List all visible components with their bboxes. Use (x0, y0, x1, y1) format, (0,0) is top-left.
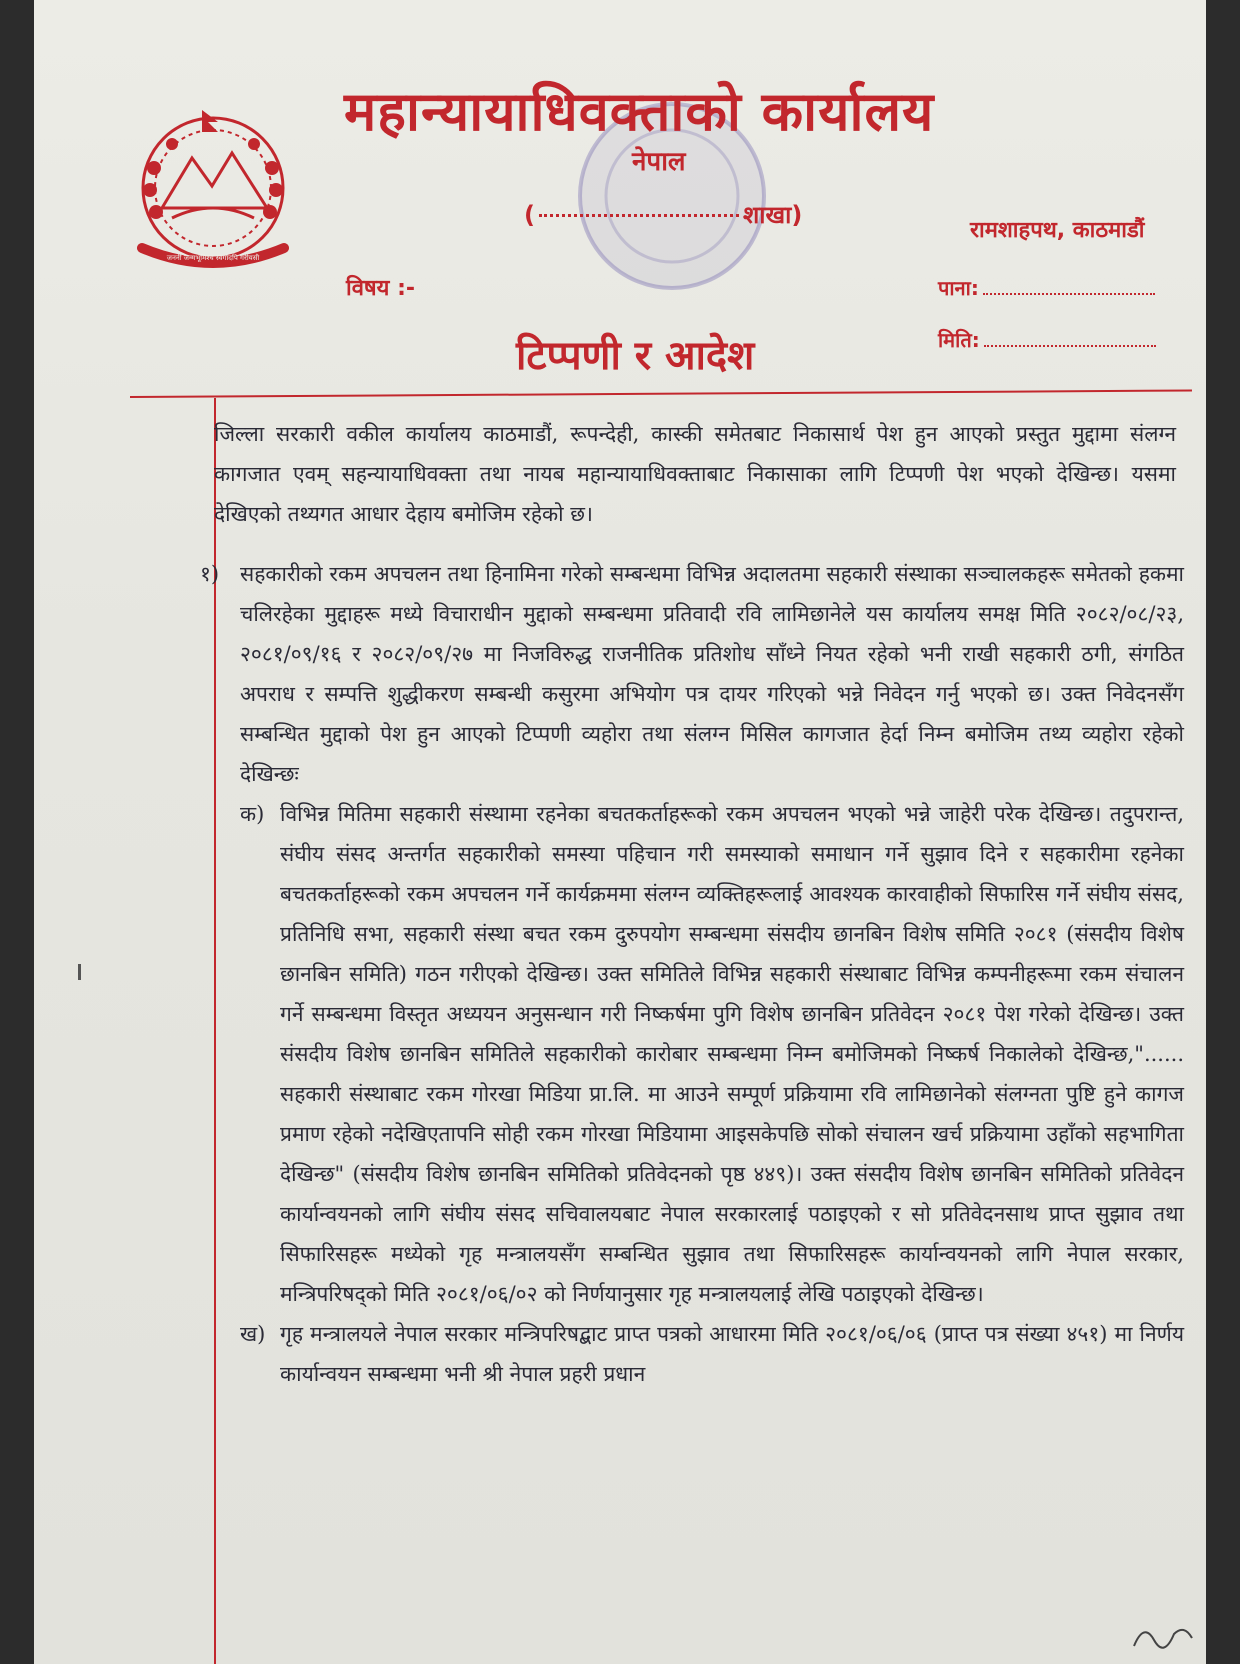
item-kha (214, 1314, 1184, 1394)
page-blank (983, 293, 1155, 295)
intro-paragraph: जिल्ला सरकारी वकील कार्यालय काठमाडौं, रूपन्देही, कास्की समेतबाट निकासार्थ पेश हुन आएको प्रस्तुत मुद्दामा संलग्न कागजात एवम् सहन्यायाधिवक्ता तथा नायब महान्यायाधिवक्ताबाट निकासाका लागि टिप्पणी पेश भएको देखिन्छ। यसमा देखिएको तथ्यगत आधार देहाय बमोजिम रहेको छ। (214, 422, 1176, 526)
emblem-motto: जननी जन्मभूमिश्च स्वर्गादपि गरीयसी (166, 254, 260, 262)
note-title: टिप्पणी र आदेश (516, 333, 755, 379)
page-label: पाना: (938, 276, 979, 300)
initials-signature-icon (1130, 1616, 1200, 1656)
item-ka (214, 794, 1184, 1314)
branch-label: शाखा) (742, 201, 803, 229)
subject-label: विषय :- (346, 276, 415, 301)
nepal-emblem-icon (132, 108, 294, 280)
margin-mark (78, 964, 81, 980)
office-title: महान्यायाधिवक्ताको कार्यालय (344, 80, 935, 143)
item-kha-text: गृह मन्त्रालयले नेपाल सरकार मन्त्रिपरिषद्बाट प्राप्त पत्रको आधारमा मिति २०८१/०६/०६ (प्राप्त पत्र संख्या ४५१) मा निर्णय कार्यान्वयन सम्बन्धमा भनी श्री नेपाल प्रहरी प्रधान (280, 1322, 1184, 1386)
branch-line (524, 198, 802, 231)
date-label: मिति: (938, 328, 980, 352)
branch-open: ( (524, 201, 535, 229)
note-body (200, 414, 1184, 1394)
page-field (938, 274, 1155, 301)
item-ka-text: विभिन्न मितिमा सहकारी संस्थामा रहनेका बचतकर्ताहरूको रकम अपचलन भएको भन्ने जाहेरी परेक देखिन्छ। तदुपरान्त, संघीय संसद अन्तर्गत सहकारीको समस्या पहिचान गरी समस्याको समाधान गर्ने सुझाव दिने र सहकारीमा रहनेका बचतकर्ताहरूको रकम अपचलन गर्ने कार्यक्रममा संलग्न व्यक्तिहरूलाई आवश्यक कारवाहीको सिफारिस गर्ने संघीय संसद, प्रतिनिधि सभा, सहकारी संस्था बचत रकम दुरुपयोग सम्बन्धमा संसदीय छानबिन विशेष समिति २०८१ (संसदीय विशेष छानबिन समिति) गठन गरीएको देखिन्छ। उक्त समितिले विभिन्न सहकारी संस्थाबाट विभिन्न कम्पनीहरूमा रकम संचालन गर्ने सम्बन्धमा विस्तृत अध्ययन अनुसन्धान गरी निष्कर्षमा पुगि विशेष छानबिन प्रतिवेदन २०८१ पेश गरेको देखिन्छ। उक्त संसदीय विशेष छानबिन समितिले सहकारीको कारोबार सम्बन्धमा निम्न बमोजिमको निष्कर्ष निकालेको देखिन्छ,"...... सहकारी संस्थाबाट रकम गोरखा मिडिया प्रा.लि. मा आउने सम्पूर्ण प्रक्रियामा रवि लामिछानेको संलग्नता पुष्टि हुने कागज प्रमाण रहेको नदेखिएतापनि सोही रकम गोरखा मिडियामा आइसकेपछि सोको संचालन खर्च प्रक्रियामा उहाँको सहभागिता देखिन्छ" (संसदीय विशेष छानबिन समितिको प्रतिवेदनको पृष्ठ ४४९)। उक्त संसदीय विशेष छानबिन समितिको प्रतिवेदन कार्यान्वयनको लागि संघीय संसद सचिवालयबाट नेपाल सरकारलाई पठाइएको र सो प्रतिवेदनसाथ प्राप्त सुझाव तथा सिफारिसहरू मध्येको गृह मन्त्रालयसँग सम्बन्धित सुझाव तथा सिफारिसहरू कार्यान्वयनको लागि नेपाल सरकार, मन्त्रिपरिषद्को मिति २०८१/०६/०२ को निर्णयानुसार गृह मन्त्रालयलाई लेखि पठाइएको देखिन्छ। (280, 802, 1184, 1306)
item-kha-marker: ख) (240, 1322, 266, 1346)
branch-blank (539, 214, 739, 217)
document-page (34, 0, 1206, 1664)
item-ka-marker: क) (240, 802, 265, 826)
date-field (938, 326, 1156, 353)
date-blank (984, 345, 1156, 347)
item-1 (200, 554, 1184, 794)
country-label: नेपाल (632, 147, 686, 177)
header-rule (130, 390, 1192, 398)
item-1-marker: १) (200, 562, 220, 586)
item-1-text: सहकारीको रकम अपचलन तथा हिनामिना गरेको सम्बन्धमा विभिन्न अदालतमा सहकारी संस्थाका सञ्चालकहरू समेतको हकमा चलिरहेका मुद्दाहरू मध्ये विचाराधीन मुद्दाको सम्बन्धमा प्रतिवादी रवि लामिछानेले यस कार्यालय समक्ष मिति २०८२/०८/२३, २०८१/०९/१६ र २०८२/०९/२७ मा निजविरुद्ध राजनीतिक प्रतिशोध साँध्ने नियत रहेको भनी राखी सहकारी ठगी, संगठित अपराध र सम्पत्ति शुद्धीकरण सम्बन्धी कसुरमा अभियोग पत्र दायर गरिएको भन्ने निवेदन गर्नु भएको छ। उक्त निवेदनसँग सम्बन्धित मुद्दाको पेश हुन आएको टिप्पणी व्यहोरा तथा संलग्न मिसिल कागजात हेर्दा निम्न बमोजिम तथ्य व्यहोरा रहेको देखिन्छः (240, 562, 1184, 786)
office-address: रामशाहपथ, काठमाडौं (970, 218, 1145, 243)
